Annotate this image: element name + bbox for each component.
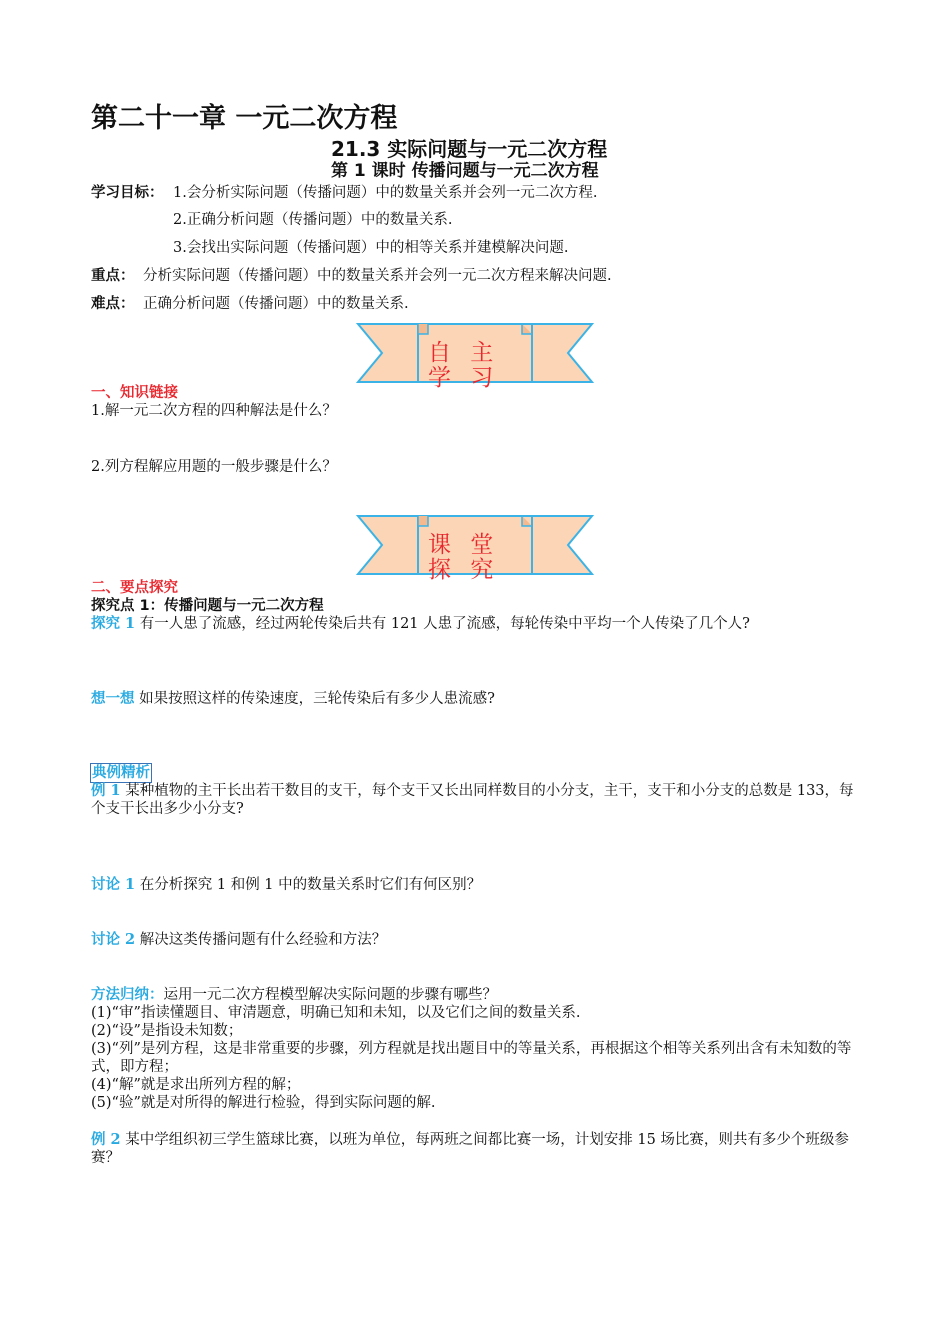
section-title: 21.3 实际问题与一元二次方程 bbox=[331, 137, 608, 161]
goal-item: 2.正确分析问题（传播问题）中的数量关系. bbox=[173, 212, 453, 228]
question-1: 1.解一元二次方程的四种解法是什么？ bbox=[91, 403, 337, 419]
discussion-1-label: 讨论 1 bbox=[91, 876, 136, 893]
explore-1-label: 探究 1 bbox=[91, 615, 136, 632]
example-2-label: 例 2 bbox=[91, 1131, 121, 1148]
explore-1-text: 有一人患了流感，经过两轮传染后共有 121 人患了流感，每轮传染中平均一个人传染了几个人? bbox=[139, 616, 750, 632]
example-box: 典例精析 bbox=[92, 764, 150, 781]
discussion-2-text: 解决这类传播问题有什么经验和方法？ bbox=[139, 932, 387, 948]
banner-self-study-text: 自 主 学 习 bbox=[428, 340, 500, 391]
method-summary bbox=[91, 986, 497, 1004]
method-label: 方法归纳： bbox=[91, 986, 164, 1003]
method-text: 运用一元二次方程模型解决实际问题的步骤有哪些？ bbox=[163, 987, 497, 1003]
discussion-2-label: 讨论 2 bbox=[91, 931, 136, 948]
think bbox=[91, 690, 495, 708]
example-1-text: 某种植物的主干长出若干数目的支干，每个支干又长出同样数目的小分支，主干，支干和小分支的总数是 133，每个支干长出多少小分支? bbox=[91, 783, 854, 817]
explore-1 bbox=[91, 615, 750, 633]
think-text: 如果按照这样的传染速度，三轮传染后有多少人患流感? bbox=[139, 691, 495, 707]
step-2: (2)“设”是指设未知数； bbox=[91, 1023, 243, 1039]
part1-heading: 一、知识链接 bbox=[91, 385, 178, 401]
banner-class-explore-text: 课 堂 探 究 bbox=[428, 532, 500, 583]
discussion-1-text: 在分析探究 1 和例 1 中的数量关系时它们有何区别？ bbox=[139, 877, 482, 893]
step-1: (1)“审”指读懂题目、审清题意，明确已知和未知，以及它们之间的数量关系. bbox=[91, 1005, 581, 1021]
step-4: (4)“解”就是求出所列方程的解； bbox=[91, 1077, 301, 1093]
difficulty-text: 正确分析问题（传播问题）中的数量关系. bbox=[143, 296, 409, 312]
goal-item: 3.会找出实际问题（传播问题）中的相等关系并建模解决问题. bbox=[173, 240, 569, 256]
step-3: (3)“列”是列方程，这是非常重要的步骤，列方程就是找出题目中的等量关系，再根据这个相等关系列出含有未知数的等式，即方程； bbox=[91, 1041, 852, 1075]
lesson-title: 第 1 课时 传播问题与一元二次方程 bbox=[331, 161, 599, 181]
chapter-title: 第二十一章 一元二次方程 bbox=[91, 103, 398, 134]
goal-item: 1.会分析实际问题（传播问题）中的数量关系并会列一元二次方程. bbox=[173, 185, 598, 201]
example-2-text: 某中学组织初三学生篮球比赛，以班为单位，每两班之间都比赛一场，计划安排 15 场比赛，则共有多少个班级参赛？ bbox=[91, 1132, 849, 1166]
key-text: 分析实际问题（传播问题）中的数量关系并会列一元二次方程来解决问题. bbox=[143, 268, 612, 284]
explore-point-1: 探究点 1：传播问题与一元二次方程 bbox=[91, 598, 324, 614]
discussion-2 bbox=[91, 931, 386, 949]
part2-heading: 二、要点探究 bbox=[91, 580, 178, 596]
goals-label: 学习目标： bbox=[91, 184, 164, 201]
discussion-1 bbox=[91, 876, 481, 894]
key-label: 重点： bbox=[91, 267, 135, 284]
step-5: (5)“验”就是对所得的解进行检验，得到实际问题的解. bbox=[91, 1095, 436, 1111]
example-2 bbox=[91, 1131, 861, 1167]
question-2: 2.列方程解应用题的一般步骤是什么？ bbox=[91, 459, 337, 475]
think-label: 想一想 bbox=[91, 690, 135, 707]
difficulty-label: 难点： bbox=[91, 295, 135, 312]
example-1 bbox=[91, 782, 861, 818]
example-1-label: 例 1 bbox=[91, 782, 121, 799]
